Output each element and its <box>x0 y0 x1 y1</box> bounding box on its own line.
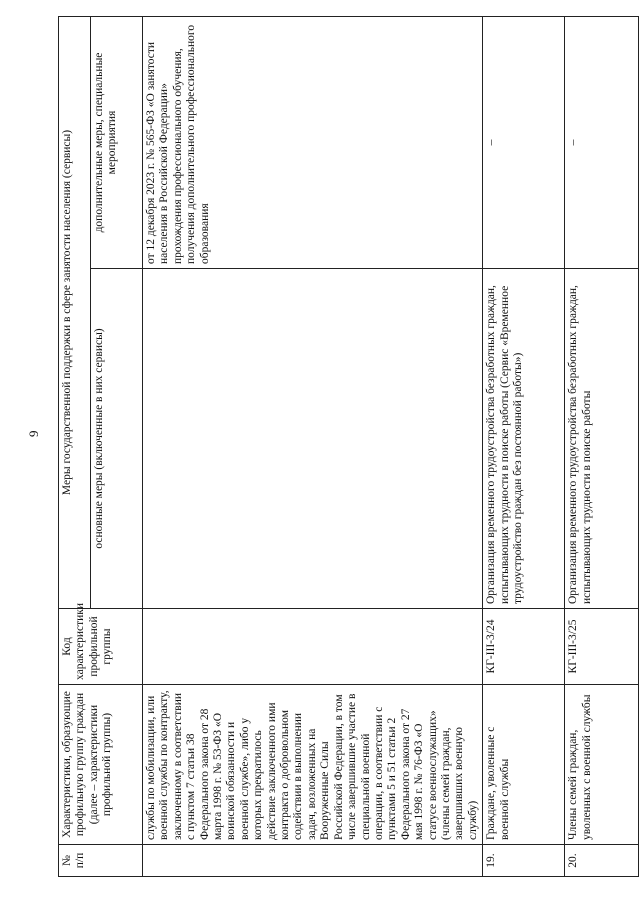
row-characteristics: службы по мобилизации, или военной службы по контракту, заключенному в соответствии с пунктом 7 статьи 38 Федерального закона от 28 марта 1998 г. № 53-ФЗ «О воинской обязанности и военной службе», либо у которых прекратилось действие заключенного ими контракта о добровольном содействии в выполнении задач, возложенных на Вооруженные Силы Российской Федерации, в том числе завершившие участие в специальной военной операции, в соответствии с пунктами 5 и 51 статьи 2 Федерального закона от 27 мая 1998 г. № 76-ФЗ «О статусе военнослужащих» (члены семей граждан, завершивших военную службу) <box>143 685 483 845</box>
row-basic-measures: Организация временного трудоустройства безработных граждан, испытывающих трудности в поиске работы (Сервис «Временное трудоустройство граждан без постоянной работы») <box>483 269 565 609</box>
row-code <box>143 609 483 685</box>
header-basic-measures: основные меры (включенные в них сервисы) <box>91 269 143 609</box>
row-characteristics: Члены семей граждан, уволенных с военной службы <box>565 685 639 845</box>
row-basic-measures <box>143 269 483 609</box>
header-code: Код характеристики профильной группы <box>59 609 143 685</box>
row-num <box>143 845 483 877</box>
measures-table <box>58 16 639 877</box>
table-row <box>565 17 639 877</box>
header-num: № п/п <box>59 845 143 877</box>
row-characteristics: Граждане, уволенные с военной службы <box>483 685 565 845</box>
table-row <box>143 17 483 877</box>
row-num: 20. <box>565 845 639 877</box>
row-num: 19. <box>483 845 565 877</box>
rotated-table-wrapper <box>58 17 628 877</box>
row-basic-measures: Организация временного трудоустройства безработных граждан, испытывающих трудности в поиске работы <box>565 269 639 609</box>
row-extra-measures: – <box>483 17 565 269</box>
row-code: КГ-III-3/25 <box>565 609 639 685</box>
row-code: КГ-III-3/24 <box>483 609 565 685</box>
page-number: 9 <box>26 430 41 437</box>
row-extra-measures: от 12 декабря 2023 г. № 565-ФЗ «О занятости населения в Российской Федерации» прохождения профессионального обучения, получения дополнительного профессионального образования <box>143 17 483 269</box>
row-extra-measures: – <box>565 17 639 269</box>
header-characteristics: Характеристики, образующие профильную группу граждан (далее – характеристики профильной группы) <box>59 685 143 845</box>
table-row <box>483 17 565 877</box>
header-extra-measures: дополнительные меры, специальные мероприятия <box>91 17 143 269</box>
header-measures: Меры государственной поддержки в сфере занятости населения (сервисы) <box>59 17 91 609</box>
